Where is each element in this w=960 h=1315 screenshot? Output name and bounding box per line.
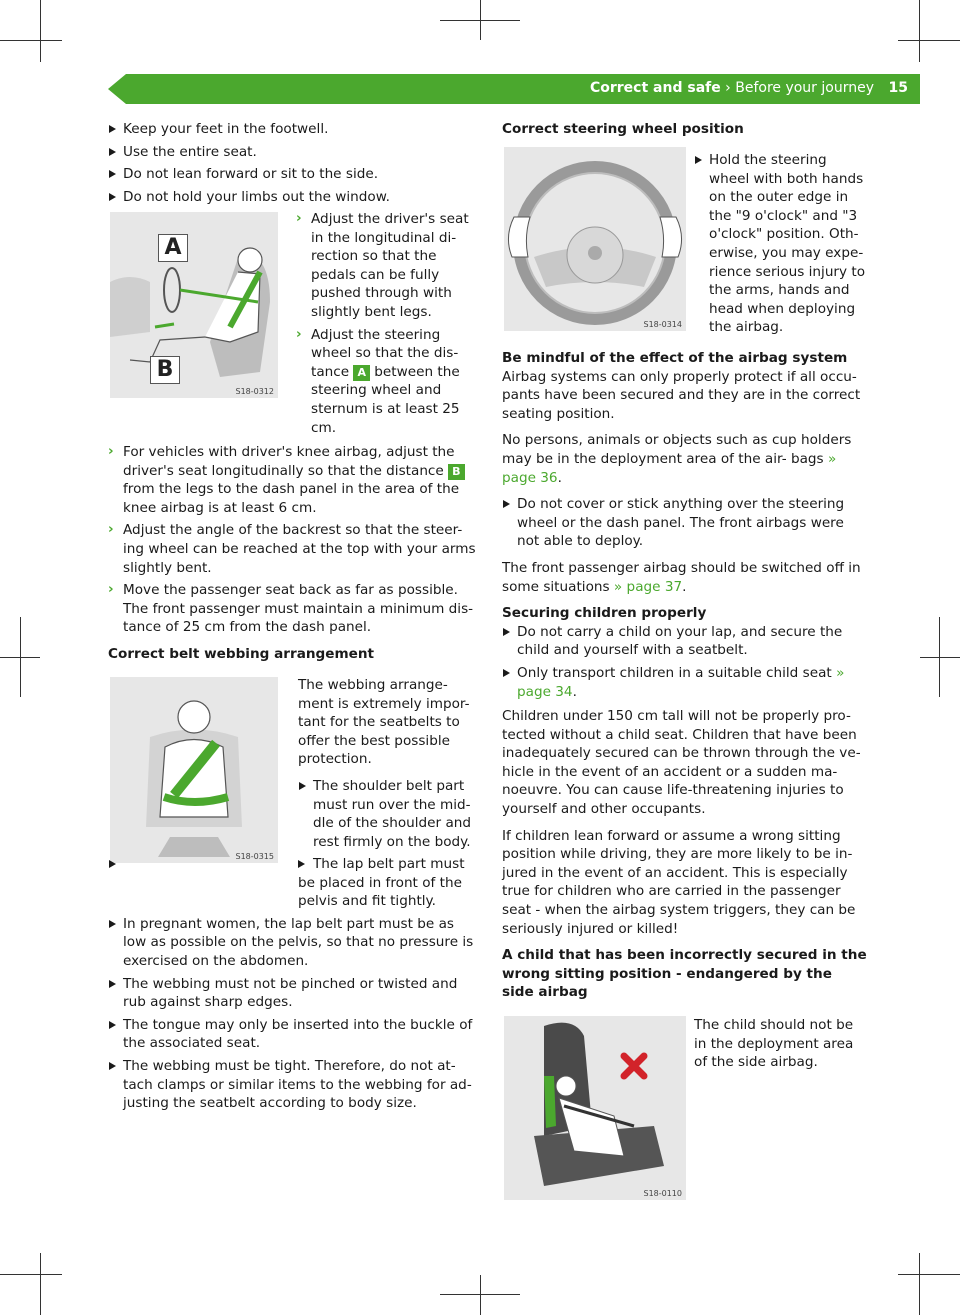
list-item: Do not cover or stick anything over the steering wheel or the dash panel. The front airbags were not able to deploy.: [502, 495, 868, 551]
step-text: from the legs to the dash panel in the area of the knee airbag is at least 6 cm.: [123, 481, 460, 516]
breadcrumb-separator: ›: [720, 80, 736, 96]
paragraph: The front passenger airbag should be switched off in some situations » page 37.: [502, 559, 861, 595]
step-item: [296, 326, 476, 438]
list-item: Do not carry a child on your lap, and secure the child and yourself with a seatbelt.: [502, 623, 868, 660]
step-text: Adjust the driver's seat in the longitudinal di- rection so that the pedals can be fully pushed through with slightly bent legs.: [311, 211, 469, 320]
seat-position-illustration: [110, 212, 278, 398]
crop-mark: [480, 1275, 481, 1315]
list-item-text: Only transport children in a suitable child seat: [517, 664, 832, 681]
crop-mark: [440, 1294, 520, 1295]
list-item: Do not lean forward or sit to the side.: [108, 165, 474, 184]
paragraph: No persons, animals or objects such as cup holders may be in the deployment area of the air- bags » page 36.: [502, 432, 852, 486]
crop-mark: [920, 657, 960, 658]
paragraph: Children under 150 cm tall will not be properly pro- tected without a child seat. Children that have been inadequately secured can be thrown through the ve- hicle in the event of an accident or a sudden ma- noeuvre. You can cause life-threatening injuries to yourself and other occupants.: [502, 708, 861, 818]
chevron-icon: ›: [296, 325, 302, 342]
heading-children: Securing children properly: [502, 605, 707, 622]
crop-mark: [898, 40, 960, 41]
paragraph: Airbag systems can only properly protect if all occu- pants have been secured and they are in the correct seating position.: [502, 368, 861, 422]
paragraph-text: No persons, animals or objects such as cup holders may be in the deployment area of the air- bags: [502, 432, 852, 467]
list-item: Use the entire seat.: [108, 143, 474, 162]
list-item: The webbing must not be pinched or twisted and rub against sharp edges.: [108, 975, 476, 1012]
steering-wheel-illustration: [504, 147, 686, 331]
crop-mark: [919, 1253, 920, 1315]
list-item: Only transport children in a suitable child seat » page 34.: [502, 664, 868, 701]
label-b: B: [150, 356, 180, 384]
heading-airbag: Be mindful of the effect of the airbag system: [502, 350, 848, 366]
crop-mark: [0, 1274, 62, 1275]
list-item: The shoulder belt part must run over the mid- dle of the shoulder and rest firmly on the body.: [298, 777, 478, 851]
list-item: Do not hold your limbs out the window.: [108, 188, 474, 207]
figure-code: S18-0312: [235, 387, 274, 396]
figure-belt-webbing: [110, 677, 278, 863]
belt-bullets: [108, 855, 476, 1117]
list-item: [108, 855, 476, 911]
crop-mark: [898, 1274, 960, 1275]
left-steps: [108, 443, 476, 668]
list-item: Keep your feet in the footwell.: [108, 120, 474, 139]
crop-mark: [0, 40, 62, 41]
chevron-icon: ›: [108, 521, 114, 538]
crop-mark: [440, 20, 520, 21]
step-item: [108, 443, 476, 517]
label-box-b: B: [448, 464, 464, 480]
heading-wrong-position: A child that has been incorrectly secured in the wrong sitting position - endangered by the side airbag: [502, 947, 867, 1001]
list-item: In pregnant women, the lap belt part must be as low as possible on the pelvis, so that no pressure is exercised on the abdomen.: [108, 915, 476, 971]
step-item: [108, 581, 476, 637]
page-link[interactable]: » page 36: [502, 450, 837, 486]
figure-code: S18-0110: [643, 1189, 682, 1198]
right-column-top: [502, 120, 868, 143]
step-item: [296, 210, 476, 322]
list-item: The webbing must be tight. Therefore, do not at- tach clamps or similar items to the webbing for ad- justing the seatbelt according to body size.: [108, 1057, 476, 1113]
crop-mark: [40, 1253, 41, 1315]
paragraph-text: The front passenger airbag should be switched off in some situations: [502, 559, 861, 595]
step-text: For vehicles with driver's knee airbag, adjust the driver's seat longitudinally so that the distance: [123, 444, 455, 479]
breadcrumb: [590, 80, 874, 96]
step-text: Move the passenger seat back as far as possible. The front passenger must maintain a minimum dis- tance of 25 cm from the dash panel.: [123, 582, 474, 636]
crop-mark: [939, 617, 940, 697]
step-text: Adjust the steering wheel so that the dis- tance: [311, 326, 459, 380]
steps-right-of-figure: [296, 210, 476, 441]
page-number: 15: [888, 80, 908, 96]
page-link[interactable]: » page 37: [613, 578, 683, 595]
crop-mark: [919, 0, 920, 62]
figure-seat-position: [110, 212, 278, 398]
wrong-position-note: [694, 1016, 866, 1080]
breadcrumb-subsection: Before your journey: [735, 80, 874, 96]
label-box-a: A: [353, 365, 370, 381]
figure-steering-wheel: [504, 147, 686, 331]
paragraph: The child should not be in the deployment area of the side airbag.: [694, 1017, 854, 1071]
belt-intro: The webbing arrange- ment is extremely impor- tant for the seatbelts to offer the best possible protection.: [298, 677, 470, 768]
heading-belt: Correct belt webbing arrangement: [108, 645, 375, 662]
crop-mark: [20, 617, 21, 697]
left-column: [108, 120, 474, 210]
heading-steering: Correct steering wheel position: [502, 121, 744, 137]
chevron-icon: ›: [296, 210, 302, 226]
belt-right-of-figure: [298, 676, 478, 855]
page-link[interactable]: » page 34: [517, 664, 845, 700]
figure-code: S18-0315: [235, 852, 274, 861]
paragraph: If children lean forward or assume a wrong sitting position while driving, they are more likely to be in- jured in the event of an accident. This is especially true for children who are carried in the passenger seat - when the airbag system triggers, they can be seriously injured or killed!: [502, 827, 856, 937]
steering-instructions: [694, 151, 866, 341]
label-a: A: [158, 234, 188, 262]
right-column-body: [502, 349, 868, 1006]
bullet-marker: [298, 860, 305, 868]
list-item: Hold the steering wheel with both hands on the outer edge in the "9 o'clock" and "3 o'clock" position. Oth- erwise, you may expe- rience serious injury to the arms, hands and head when deploying the airbag.: [694, 151, 866, 337]
belt-webbing-illustration: [110, 677, 278, 863]
chevron-icon: ›: [108, 443, 114, 459]
list-item: The tongue may only be inserted into the buckle of the associated seat.: [108, 1016, 476, 1053]
list-item-text: [108, 855, 476, 911]
figure-code: S18-0314: [643, 320, 682, 329]
step-text: Adjust the angle of the backrest so that the steer- ing wheel can be reached at the top with your arms slightly bent.: [123, 522, 476, 576]
step-item: [108, 521, 476, 577]
child-seat-illustration: [504, 1016, 686, 1200]
crop-mark: [40, 0, 41, 62]
figure-child-wrong-position: [504, 1016, 686, 1200]
list-item-text: The lap belt part must be placed in front of the pelvis and fit tightly.: [298, 856, 465, 910]
chevron-icon: ›: [108, 581, 114, 598]
step-text: between the steering wheel and sternum is at least 25 cm.: [311, 363, 460, 436]
breadcrumb-section: Correct and safe: [589, 80, 721, 96]
